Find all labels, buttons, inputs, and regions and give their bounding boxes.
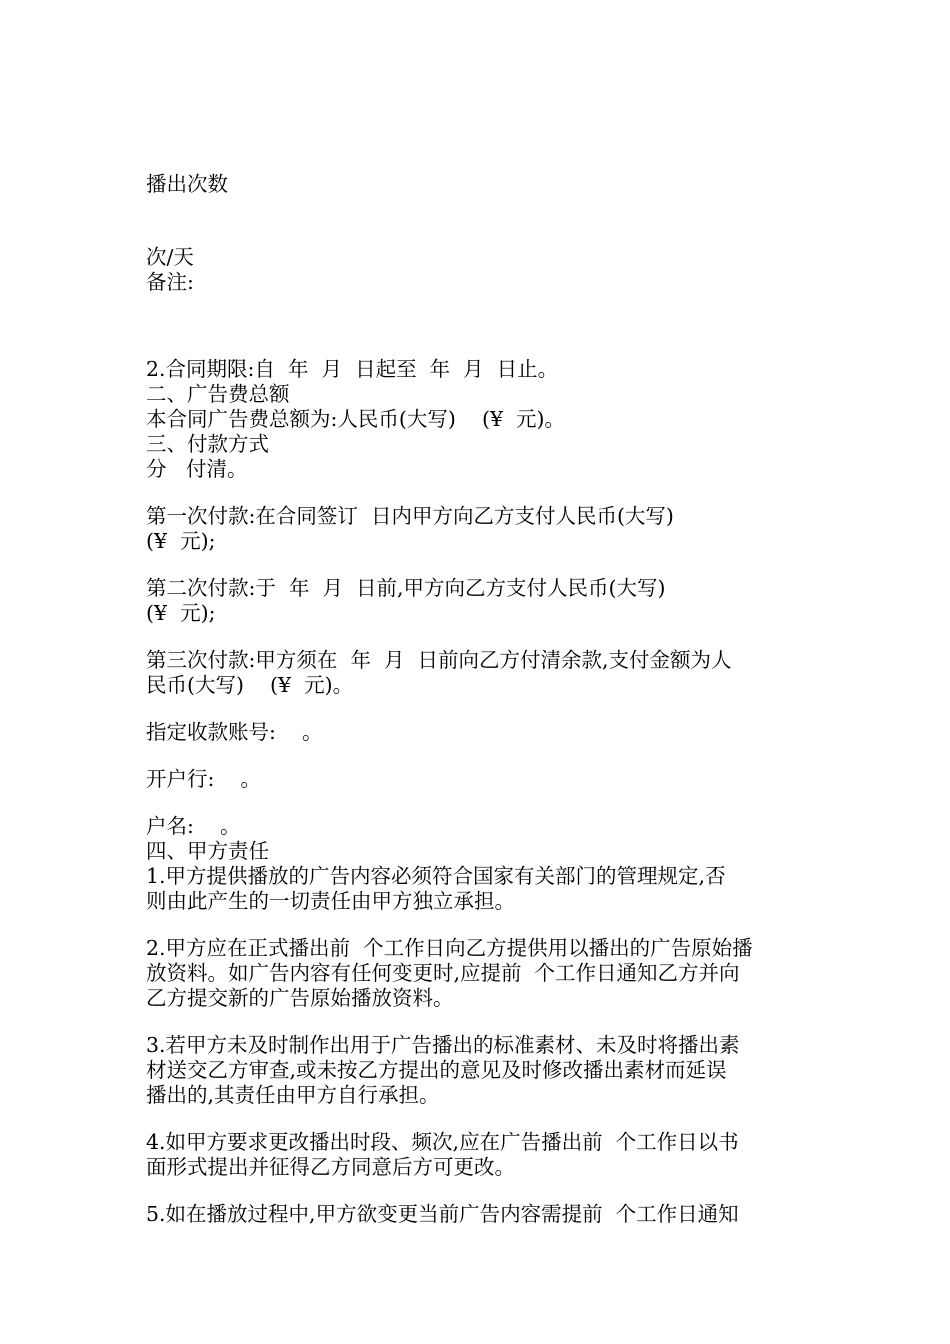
spacer [146,1180,810,1202]
spacer [146,792,810,814]
spacer [146,1011,810,1033]
spacer [146,914,810,936]
heading-ad-fee-total: 二、广告费总额 [146,382,290,406]
text-first-payment-1: 第一次付款:在合同签订 日内甲方向乙方支付人民币(大写) [146,504,674,528]
text-duty-1-line-1: 1.甲方提供播放的广告内容必须符合国家有关部门的管理规定,否 [146,864,726,888]
text-duty-4-line-2: 面形式提出并征得乙方同意后方可更改。 [146,1155,515,1179]
text-second-payment-2: (¥ 元); [146,601,216,625]
text-first-payment-2: (¥ 元); [146,529,216,553]
text-contract-term: 2.合同期限:自 年 月 日起至 年 月 日止。 [146,357,559,381]
text-account-number: 指定收款账号: 。 [146,720,323,744]
spacer [146,698,810,720]
spacer [146,626,810,648]
text-remarks-label: 备注: [146,270,194,294]
text-third-payment-2: 民币(大写) (¥ 元)。 [146,673,354,697]
spacer [146,295,810,357]
text-duty-3-line-3: 播出的,其责任由甲方自行承担。 [146,1083,440,1107]
heading-payment-method: 三、付款方式 [146,432,269,456]
text-duty-2-line-2: 放资料。如广告内容有任何变更时,应提前 个工作日通知乙方并向 [146,961,740,985]
spacer [146,197,810,245]
text-third-payment-1: 第三次付款:甲方须在 年 月 日前向乙方付清余款,支付金额为人 [146,648,732,672]
heading-party-a-duties: 四、甲方责任 [146,839,269,863]
text-duty-1-line-2: 则由此产生的一切责任由甲方独立承担。 [146,889,515,913]
text-times-per-day: 次/天 [146,245,194,269]
text-broadcast-count-label: 播出次数 [146,172,228,196]
spacer [146,554,810,576]
text-installments: 分 付清。 [146,457,248,481]
text-duty-3-line-2: 材送交乙方审查,或未按乙方提出的意见及时修改播出素材而延误 [146,1058,727,1082]
text-ad-fee-amount: 本合同广告费总额为:人民币(大写) (¥ 元)。 [146,407,566,431]
text-duty-3-line-1: 3.若甲方未及时制作出用于广告播出的标准素材、未及时将播出素 [146,1033,740,1057]
text-duty-4-line-1: 4.如甲方要求更改播出时段、频次,应在广告播出前 个工作日以书 [146,1130,739,1154]
text-duty-2-line-1: 2.甲方应在正式播出前 个工作日向乙方提供用以播出的广告原始播 [146,936,753,960]
spacer [146,482,810,504]
text-bank-name: 开户行: 。 [146,767,261,791]
document-body [146,172,810,1227]
spacer [146,745,810,767]
spacer [146,1108,810,1130]
text-second-payment-1: 第二次付款:于 年 月 日前,甲方向乙方支付人民币(大写) [146,576,666,600]
text-account-holder: 户名: 。 [146,814,241,838]
text-duty-2-line-3: 乙方提交新的广告原始播放资料。 [146,986,454,1010]
text-duty-5-line-1: 5.如在播放过程中,甲方欲变更当前广告内容需提前 个工作日通知 [146,1202,739,1226]
